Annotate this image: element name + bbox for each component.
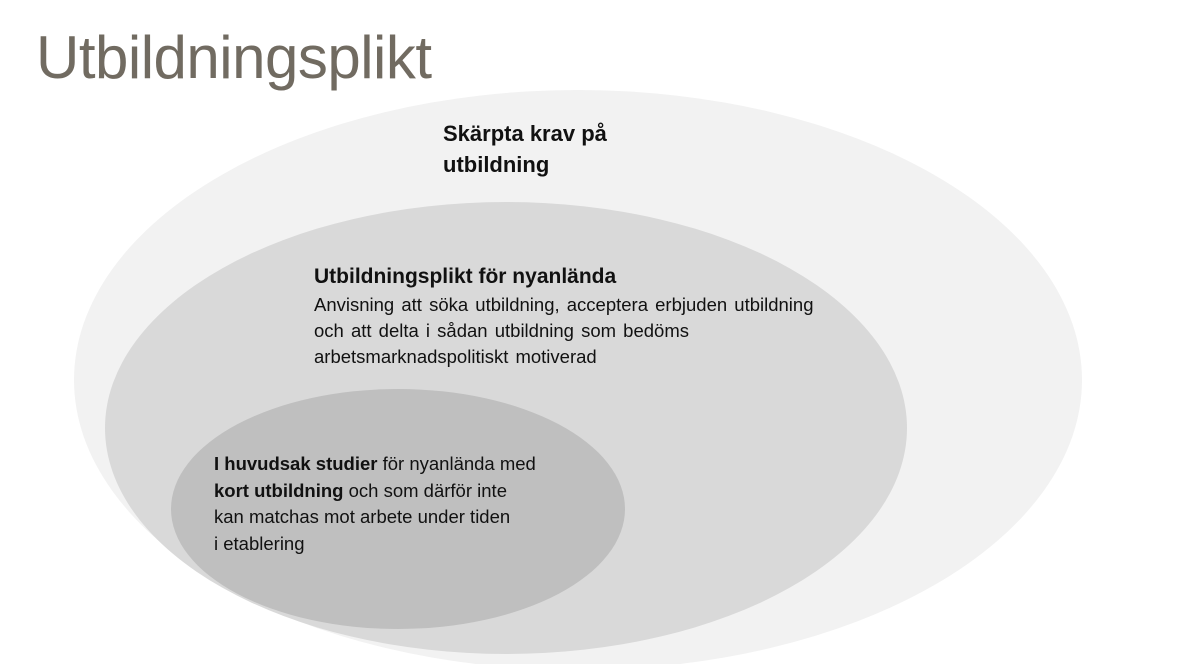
outer-label-line-2: utbildning bbox=[443, 152, 550, 177]
inner-line-1 bbox=[214, 451, 614, 478]
inner-bold-phrase-2: kort utbildning bbox=[214, 479, 344, 501]
inner-text-1: för nyanlända med bbox=[377, 453, 536, 474]
inner-line-2 bbox=[214, 478, 614, 505]
inner-line-3: kan matchas mot arbete under tiden bbox=[214, 506, 511, 527]
middle-body: Anvisning att söka utbildning, acceptera erbjuden utbildning och att delta i sådan utbildning som bedöms arbetsmarknadspolitiskt motiverad bbox=[314, 294, 814, 367]
middle-ellipse-label bbox=[314, 262, 874, 370]
outer-ellipse-label bbox=[443, 118, 683, 180]
inner-line-4: i etablering bbox=[214, 532, 305, 554]
inner-ellipse-label bbox=[214, 451, 614, 557]
inner-text-2: och som därför inte bbox=[343, 479, 507, 501]
inner-bold-phrase-1: I huvudsak studier bbox=[214, 453, 378, 474]
slide-title: Utbildningsplikt bbox=[36, 24, 432, 91]
outer-label-line-1: Skärpta krav på bbox=[443, 121, 607, 146]
middle-heading: Utbildningsplikt för nyanlända bbox=[314, 265, 617, 288]
